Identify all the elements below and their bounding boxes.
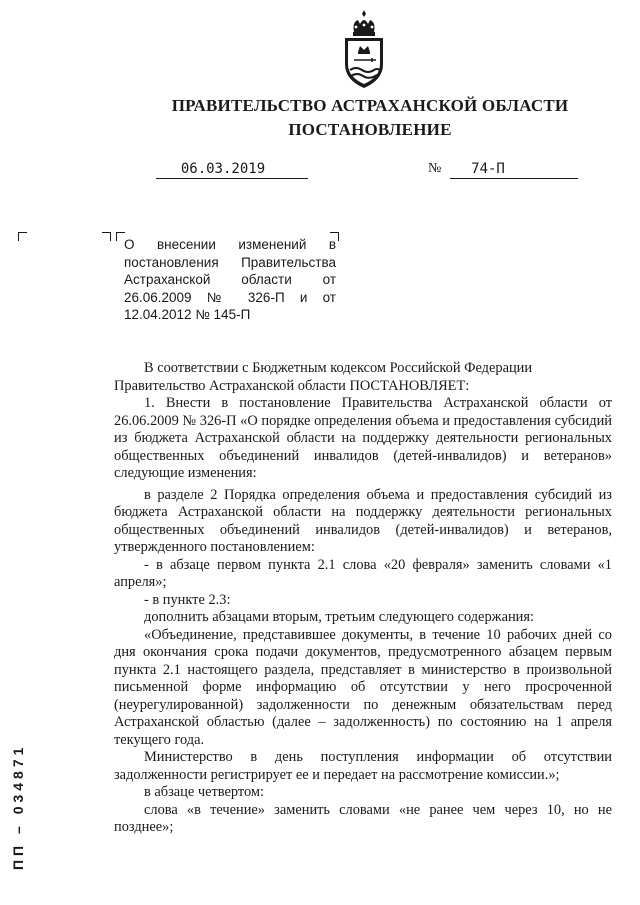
document-body <box>114 360 612 837</box>
body-paragraph: в разделе 2 Порядка определения объема и предоставления субсидий из бюджета Астраханской области на поддержку деятельности региональных общественных объединений инвалидов (детей-инвалидов) и ветеранов, утвержденного постановлением: <box>114 486 612 555</box>
coat-of-arms-icon <box>336 8 392 92</box>
body-paragraph: 1. Внести в постановление Правительства Астраханской области от 26.06.2009 № 326-П «О порядке определения объема и предоставления субсидий из бюджета Астраханской области на поддержку деятельности региональных общественных объединений инвалидов (детей-инвалидов) и ветеранов» следующие изменения: <box>114 395 612 481</box>
subject-corner-mark <box>18 232 27 241</box>
number-sign: № <box>428 161 442 176</box>
body-paragraph: - в абзаце первом пункта 2.1 слова «20 февраля» заменить словами «1 апреля»; <box>114 556 612 590</box>
body-paragraph: В соответствии с Бюджетным кодексом Российской Федерации <box>144 360 533 376</box>
body-paragraph: - в пункте 2.3: <box>144 591 231 608</box>
form-serial-number: ПП – 034871 <box>10 743 26 870</box>
body-paragraph: в абзаце четвертом: <box>144 784 265 800</box>
body-paragraph: слова «в течение» заменить словами «не ранее чем через 10, но не позднее»; <box>114 801 612 835</box>
number-underline <box>450 178 578 179</box>
document-subject: О внесении изменений в постановления Правительства Астраханской области от 26.06.2009 № 326-П и от 12.04.2012 № 145-П <box>124 237 336 323</box>
subject-corner-mark <box>102 232 111 241</box>
document-number: 74-П <box>471 161 505 177</box>
body-paragraph: «Объединение, представившее документы, в течение 10 рабочих дней со дня окончания срока подачи документов, предусмотренного абзацем первым пункта 2.1 настоящего раздела, представляет в министерство в произвольной письменной форме информацию об отсутствии у него просроченной (неурегулированной) задолженности по денежным обязательствам перед Астраханской областью (далее – задолженность) по состоянию на 1 апреля текущего года. <box>114 626 612 748</box>
document-type-title: ПОСТАНОВЛЕНИЕ <box>288 120 452 139</box>
organization-title: ПРАВИТЕЛЬСТВО АСТРАХАНСКОЙ ОБЛАСТИ <box>171 96 569 115</box>
body-paragraph: Правительство Астраханской области ПОСТАНОВЛЯЕТ: <box>114 377 470 394</box>
body-paragraph: Министерство в день поступления информации об отсутствии задолженности регистрирует ее и передает на рассмотрение комиссии.»; <box>114 749 612 783</box>
document-date: 06.03.2019 <box>180 161 266 177</box>
date-underline <box>156 178 308 179</box>
body-paragraph: дополнить абзацами вторым, третьим следующего содержания: <box>144 609 534 625</box>
